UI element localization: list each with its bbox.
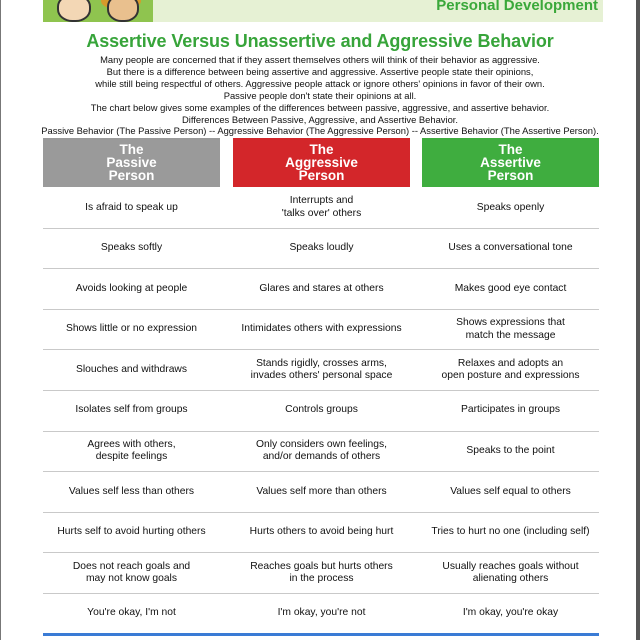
person-illustration-right [107, 0, 139, 22]
assertive-cell: Speaks to the point [466, 445, 555, 457]
table-row [43, 188, 599, 229]
table-row [43, 594, 599, 635]
assertive-cell: Shows expressions that match the message [456, 316, 565, 341]
passive-cell: You're okay, I'm not [87, 607, 176, 619]
assertive-cell: Speaks openly [476, 201, 545, 213]
aggressive-cell: Interrupts and 'talks over' others [281, 195, 362, 219]
aggressive-cell: Hurts others to avoid being hurt [249, 526, 394, 538]
passive-cell: Is afraid to speak up [85, 201, 178, 213]
header-line: The [498, 142, 523, 157]
column-header-aggressive [233, 138, 410, 187]
table-row [43, 269, 599, 310]
column-header-assertive [422, 138, 599, 187]
passive-cell: Values self less than others [68, 485, 195, 497]
aggressive-cell: Only considers own feelings, and/or demands of others [255, 438, 388, 463]
aggressive-cell: Intimidates others with expressions [241, 323, 402, 335]
header-line: Person [108, 168, 155, 183]
intro-text [40, 54, 600, 137]
assertive-cell: I'm okay, you're okay [462, 607, 559, 619]
table-row [43, 513, 599, 554]
passive-cell: Does not reach goals and may not know goals [72, 560, 191, 585]
bottom-divider [43, 633, 599, 636]
aggressive-cell: Reaches goals but hurts others in the process [250, 560, 393, 585]
assertive-cell: Makes good eye contact [454, 282, 567, 294]
table-row [43, 553, 599, 594]
assertive-cell: Relaxes and adopts an open posture and expressions [441, 357, 580, 382]
intro-line: Passive Behavior (The Passive Person) -- Aggressive Behavior (The Aggressive Person) -- Assertive Behavior (The Assertive Person). [41, 125, 599, 137]
page-title: Assertive Versus Unassertive and Aggressive Behavior [86, 31, 554, 51]
intro-line: Passive people don't state their opinions at all. [223, 89, 417, 101]
aggressive-cell: Stands rigidly, crosses arms, invades others' personal space [250, 357, 393, 382]
intro-line: But there is a difference between being assertive and aggressive. Assertive people state their opinions, [106, 65, 534, 77]
header-line: Passive [106, 155, 157, 170]
header-line: Person [487, 168, 534, 183]
intro-line: Differences Between Passive, Aggressive, and Assertive Behavior. [181, 113, 458, 125]
assertive-cell: Usually reaches goals without alienating others [442, 560, 579, 585]
behavior-table [43, 188, 599, 635]
header-line: The [309, 142, 334, 157]
header-line: Aggressive [285, 155, 358, 170]
table-row [43, 432, 599, 473]
table-row [43, 229, 599, 270]
passive-cell: Slouches and withdraws [75, 363, 188, 375]
assertive-cell: Participates in groups [460, 404, 561, 416]
intro-line: The chart below gives some examples of the differences between passive, aggressive, and assertive behavior. [90, 101, 550, 113]
passive-cell: Shows little or no expression [65, 323, 198, 335]
table-row [43, 391, 599, 432]
assertive-cell: Values self equal to others [450, 485, 571, 497]
intro-line: while still being respectful of others. Aggressive people attack or ignore others' opinions in favor of their own. [95, 77, 545, 89]
aggressive-cell: Values self more than others [256, 485, 387, 497]
passive-cell: Hurts self to avoid hurting others [57, 526, 206, 538]
header-illustration [43, 0, 153, 22]
passive-cell: Agrees with others, despite feelings [87, 438, 176, 463]
passive-cell: Speaks softly [100, 242, 163, 254]
header-line: Person [298, 168, 345, 183]
aggressive-cell: Speaks loudly [289, 242, 354, 254]
person-illustration-left [57, 0, 91, 22]
aggressive-cell: Controls groups [285, 404, 358, 416]
aggressive-cell: Glares and stares at others [259, 282, 384, 294]
intro-line: Many people are concerned that if they assert themselves others will think of their behavior as aggressive. [100, 54, 540, 65]
column-header-passive [43, 138, 220, 187]
header-line: Assertive [480, 155, 541, 170]
table-row [43, 310, 599, 351]
assertive-cell: Tries to hurt no one (including self) [431, 526, 590, 538]
table-row [43, 472, 599, 513]
header-line: The [119, 142, 144, 157]
assertive-cell: Uses a conversational tone [448, 242, 573, 254]
aggressive-cell: I'm okay, you're not [277, 607, 366, 619]
passive-cell: Avoids looking at people [75, 282, 188, 294]
table-row [43, 350, 599, 391]
section-title: Personal Development [436, 0, 598, 14]
passive-cell: Isolates self from groups [75, 404, 188, 416]
